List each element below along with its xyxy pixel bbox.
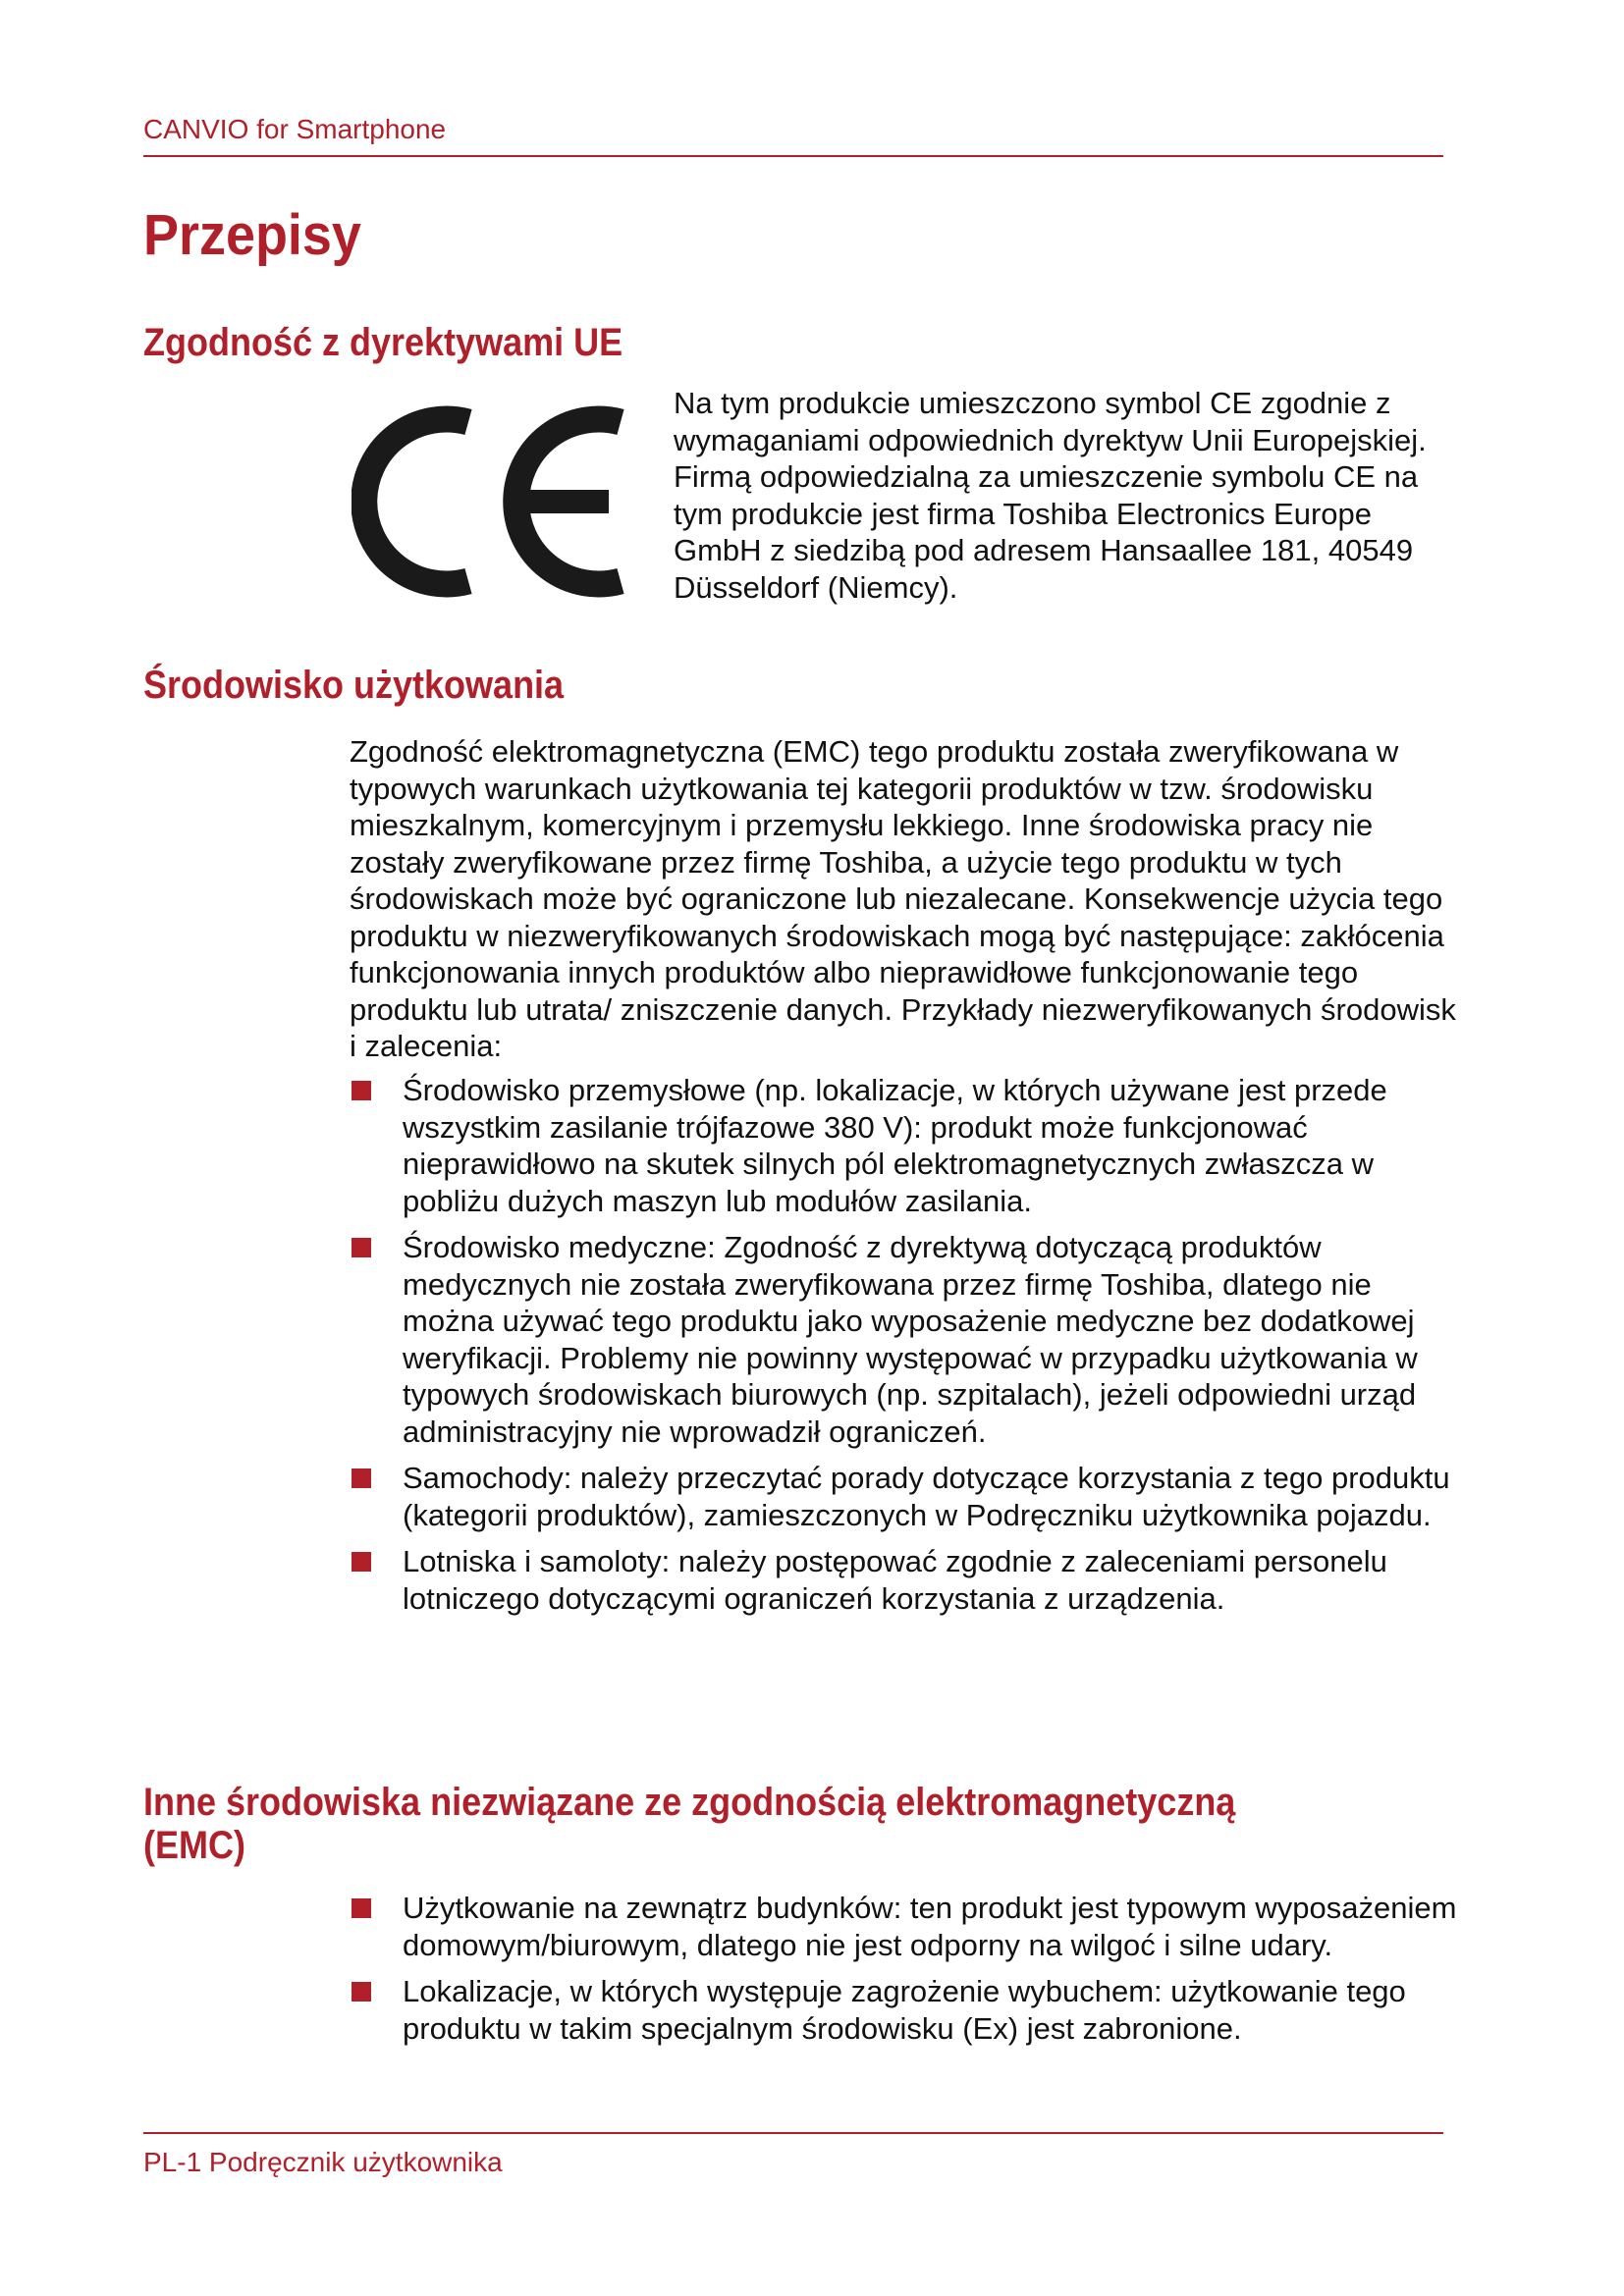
list-item	[350, 1072, 1459, 1219]
bullet-square-icon	[352, 1081, 371, 1100]
list-item-text: Użytkowanie na zewnątrz budynków: ten produkt jest typowym wyposażeniem domowym/biurowym, dlatego nie jest odporny na wilgoć i silne udary.	[403, 1891, 1457, 1962]
ce-mark-description: Na tym produkcie umieszczono symbol CE zgodnie z wymaganiami odpowiednich dyrektyw Unii Europejskiej. Firmą odpowiedzialną za umieszczenie symbolu CE na tym produkcie jest firma Toshiba Electronics Europe GmbH z siedzibą pod adresem Hansaallee 181, 40549 Düsseldorf (Niemcy).	[674, 386, 1427, 605]
list-item	[350, 1229, 1459, 1450]
list-item	[350, 1973, 1459, 2047]
non-emc-environments-list	[350, 1890, 1459, 2056]
list-item-text: Lokalizacje, w których występuje zagrożenie wybuchem: użytkowanie tego produktu w takim specjalnym środowisku (Ex) jest zabronione.	[403, 1974, 1406, 2046]
ce-mark-logo	[352, 395, 636, 609]
environment-examples-list	[350, 1072, 1459, 1627]
list-item-text: Lotniska i samoloty: należy postępować zgodnie z zaleceniami personelu lotniczego dotyczącymi ograniczeń korzystania z urządzenia.	[403, 1544, 1387, 1616]
page-title: Przepisy	[143, 203, 361, 267]
list-item-text: Samochody: należy przeczytać porady dotyczące korzystania z tego produktu (kategorii produktów), zamieszczonych w Podręczniku użytkownika pojazdu.	[403, 1461, 1450, 1532]
list-item	[350, 1890, 1459, 1963]
footer-divider	[143, 2132, 1443, 2134]
emc-paragraph: Zgodność elektromagnetyczna (EMC) tego produktu została zweryfikowana w typowych warunkach użytkowania tej kategorii produktów w tzw. środowisku mieszkalnym, komercyjnym i przemysłu lekkiego. Inne środowiska pracy nie zostały zweryfikowane przez firmę Toshiba, a użycie tego produktu w tych środowiskach może być ograniczone lub niezalecane. Konsekwencje użycia tego produktu w niezweryfikowanych środowiskach mogą być następujące: zakłócenia funkcjonowania innych produktów albo nieprawidłowe funkcjonowanie tego produktu lub utrata/ zniszczenie danych. Przykłady niezweryfikowanych środowisk i zalecenia:	[350, 734, 1456, 1063]
ce-mark-letter-c	[364, 419, 468, 584]
bullet-square-icon	[352, 1552, 371, 1572]
header-divider	[143, 155, 1443, 157]
bullet-square-icon	[352, 1468, 371, 1488]
page-footer: PL-1 Podręcznik użytkownika	[143, 2147, 503, 2177]
list-item	[350, 1543, 1459, 1617]
bullet-square-icon	[352, 1898, 371, 1918]
bullet-square-icon	[352, 1982, 371, 2002]
section-title-non-emc-environments: Inne środowiska niezwiązane ze zgodnością elektromagnetyczną (EMC)	[143, 1781, 1236, 1867]
bullet-square-icon	[352, 1238, 371, 1257]
running-header: CANVIO for Smartphone	[143, 114, 447, 144]
section-title-eu-directives: Zgodność z dyrektywami UE	[143, 321, 623, 364]
list-item	[350, 1460, 1459, 1533]
list-item-text: Środowisko medyczne: Zgodność z dyrektywą dotyczącą produktów medycznych nie została zweryfikowana przez firmę Toshiba, dlatego nie można używać tego produktu jako wyposażenie medyczne bez dodatkowej weryfikacji. Problemy nie powinny występować w przypadku użytkowania w typowych środowiskach biurowych (np. szpitalach), jeżeli odpowiedni urząd administracyjny nie wprowadził ograniczeń.	[403, 1230, 1418, 1449]
section-title-usage-environment: Środowisko użytkowania	[143, 664, 565, 707]
list-item-text: Środowisko przemysłowe (np. lokalizacje, w których używane jest przede wszystkim zasilanie trójfazowe 380 V): produkt może funkcjonować nieprawidłowo na skutek silnych pól elektromagnetycznych zwłaszcza w pobliżu dużych maszyn lub modułów zasilania.	[403, 1073, 1387, 1218]
